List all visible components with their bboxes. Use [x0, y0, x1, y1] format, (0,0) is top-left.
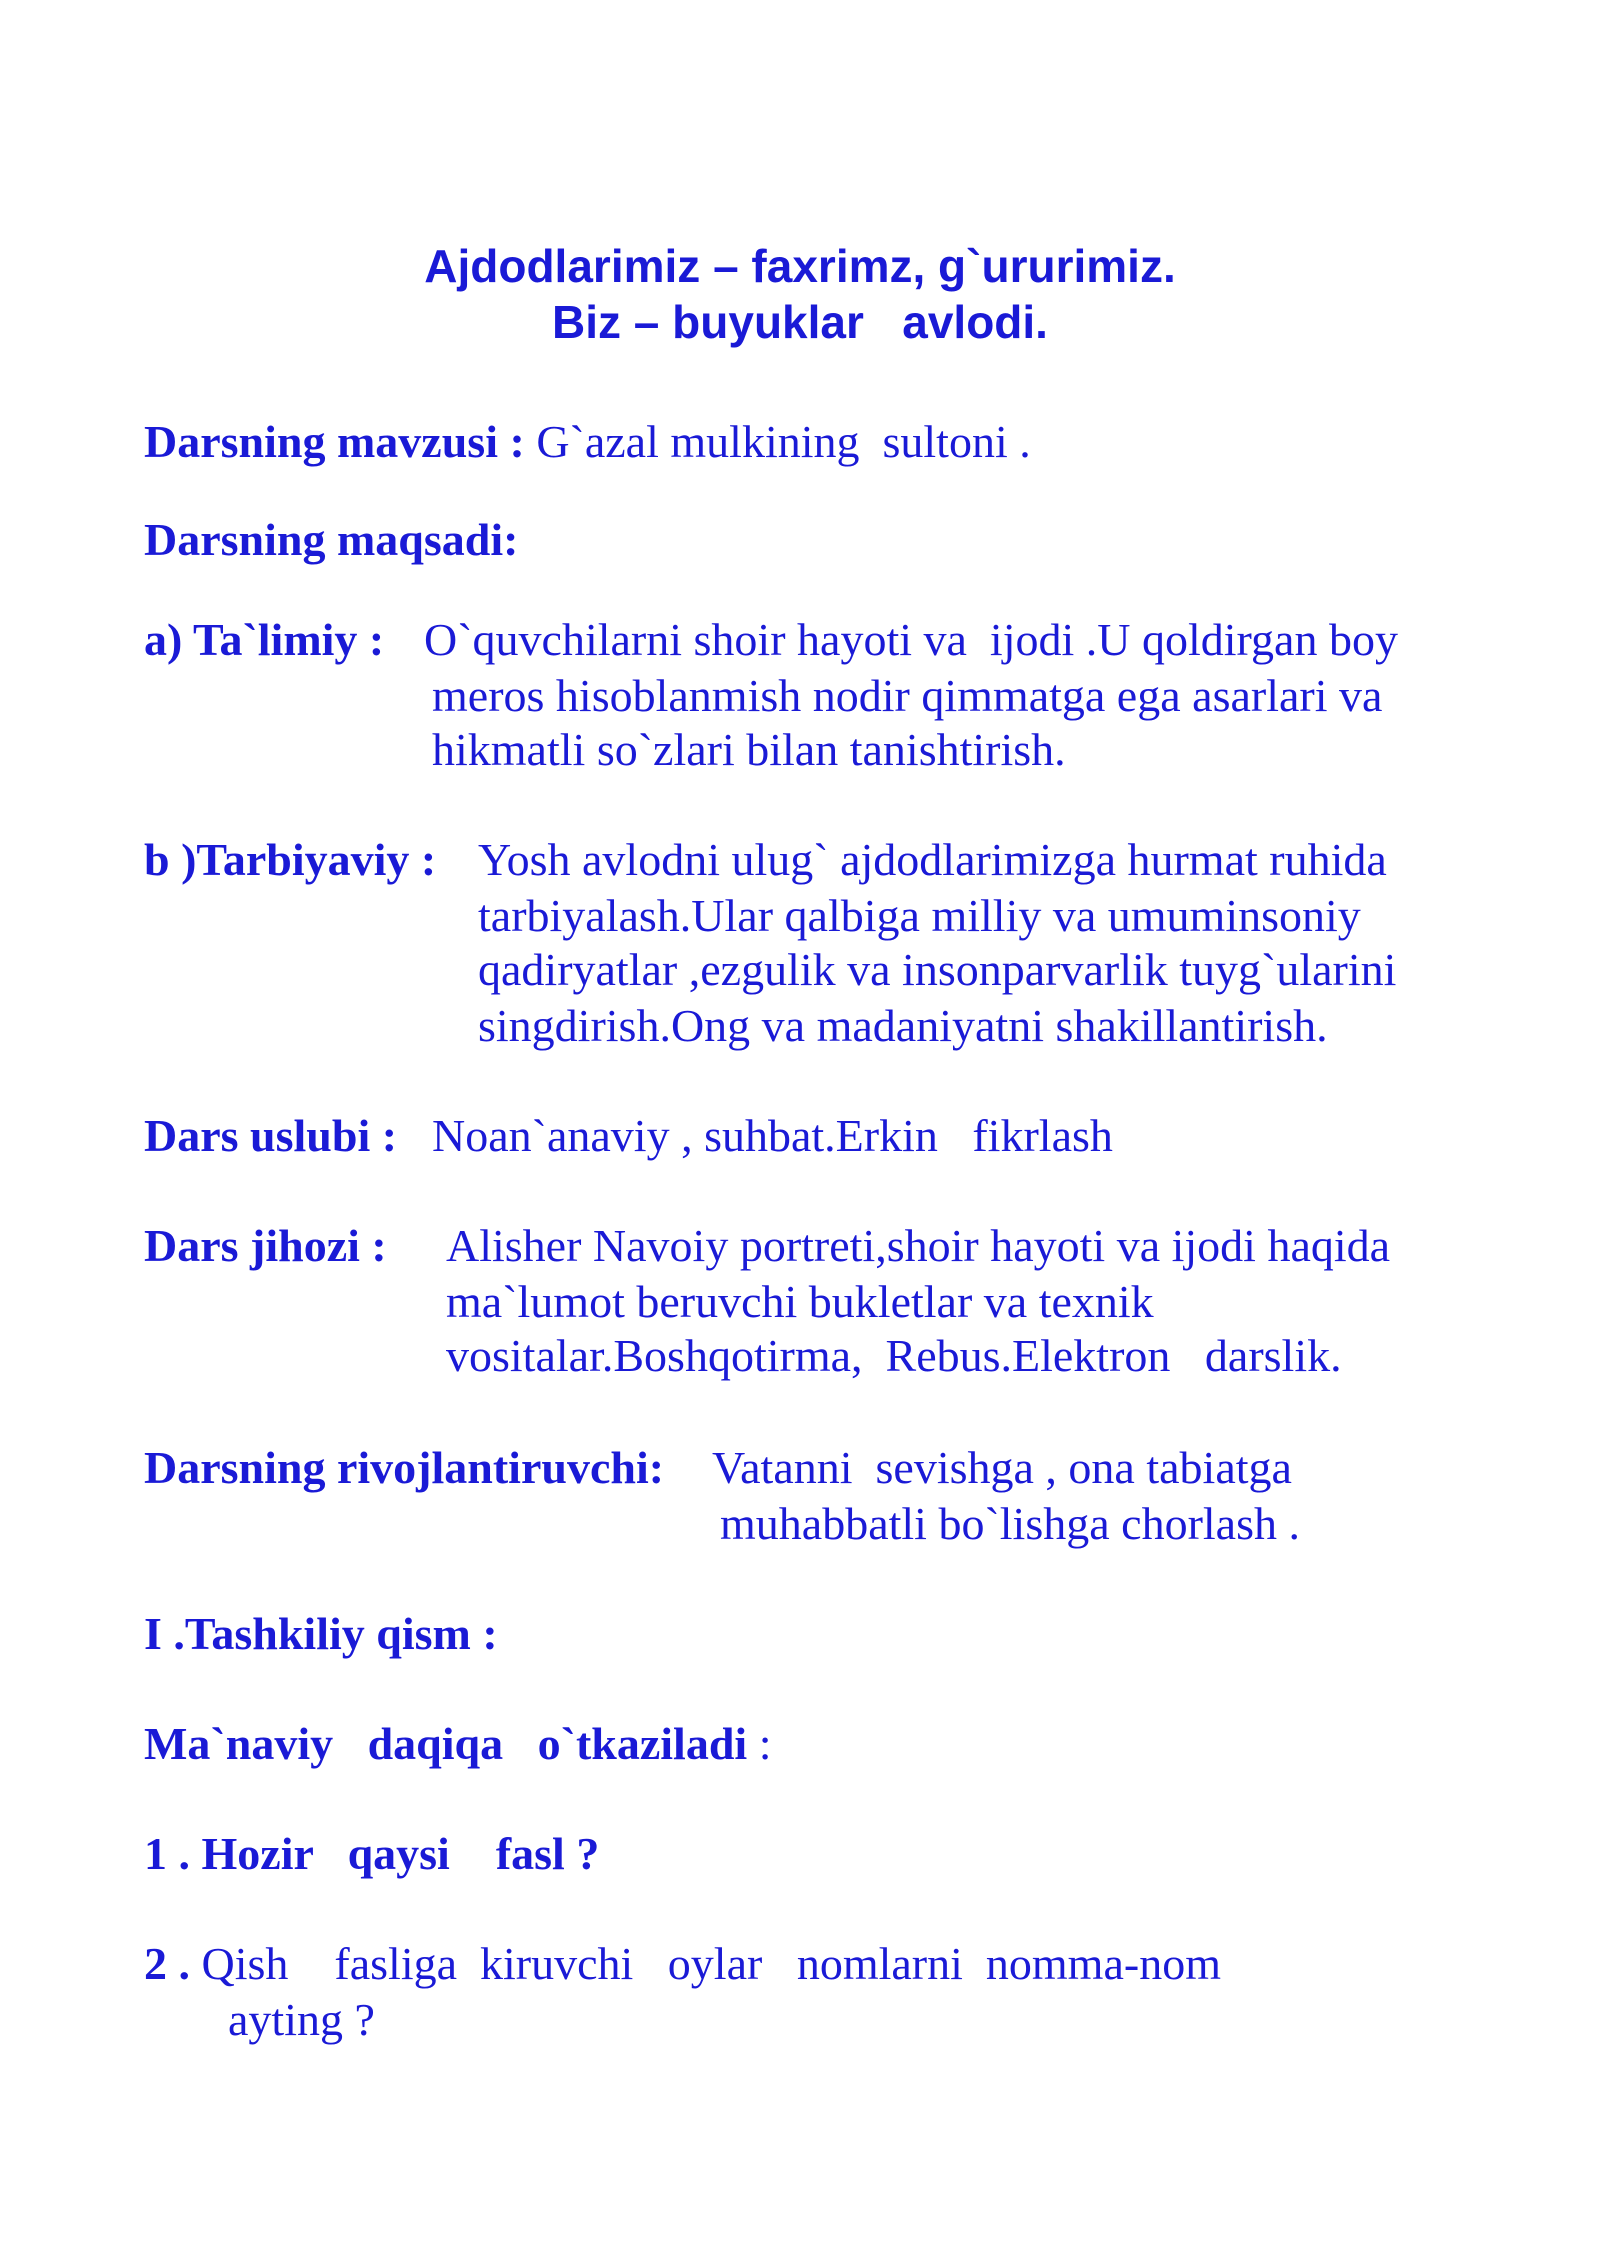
upbringing-goal-line-3: qadiryatlar ,ezgulik va insonparvarlik tuyg`ularini	[478, 944, 1397, 995]
developmental-goal-line-1: Vatanni sevishga , ona tabiatga	[712, 1442, 1292, 1493]
header-title-line-1: Ajdodlarimiz – faxrimz, g`ururimiz.	[424, 240, 1176, 292]
upbringing-goal-line-4: singdirish.Ong va madaniyatni shakillantirish.	[478, 1000, 1328, 1051]
educational-goal-line-1: O`quvchilarni shoir hayoti va ijodi .U qoldirgan boy	[424, 614, 1398, 665]
question-2	[144, 1936, 1221, 1992]
lesson-equipment-line-1: Alisher Navoiy portreti,shoir hayoti va ijodi haqida	[446, 1220, 1391, 1271]
educational-goal-line-3: hikmatli so`zlari bilan tanishtirish.	[432, 724, 1066, 775]
lesson-topic	[144, 414, 1031, 470]
lesson-equipment-label: Dars jihozi :	[144, 1220, 387, 1271]
organizational-part-heading: I .Tashkiliy qism :	[144, 1608, 498, 1659]
lesson-method-value: Noan`anaviy , suhbat.Erkin fikrlash	[432, 1110, 1113, 1161]
question-2-text: Qish fasliga kiruvchi oylar nomlarni nomma-nom	[190, 1938, 1221, 1989]
spiritual-minute	[144, 1716, 771, 1772]
question-1	[144, 1826, 599, 1882]
spiritual-minute-colon: :	[747, 1718, 772, 1769]
educational-goal-line-2: meros hisoblanmish nodir qimmatga ega asarlari va	[432, 670, 1383, 721]
question-1-text: Hozir qaysi fasl ?	[190, 1828, 600, 1879]
lesson-method-label: Dars uslubi :	[144, 1110, 398, 1161]
question-2-continuation: ayting ?	[228, 1994, 375, 2045]
upbringing-goal-label: b )Tarbiyaviy :	[144, 834, 437, 885]
lesson-topic-value: G`azal mulkining sultoni .	[524, 416, 1031, 467]
lesson-equipment-line-3: vositalar.Boshqotirma, Rebus.Elektron darslik.	[446, 1330, 1342, 1381]
question-1-number: 1 .	[144, 1828, 190, 1879]
developmental-goal-line-2: muhabbatli bo`lishga chorlash .	[720, 1498, 1300, 1549]
spiritual-minute-label: Ma`naviy daqiqa o`tkaziladi	[144, 1718, 748, 1769]
lesson-equipment-line-2: ma`lumot beruvchi bukletlar va texnik	[446, 1276, 1154, 1327]
question-2-number: 2 .	[144, 1938, 190, 1989]
educational-goal-label: a) Ta`limiy :	[144, 614, 385, 665]
upbringing-goal-line-2: tarbiyalash.Ular qalbiga milliy va umuminsoniy	[478, 890, 1361, 941]
lesson-topic-label: Darsning mavzusi :	[144, 416, 525, 467]
developmental-goal-label: Darsning rivojlantiruvchi:	[144, 1442, 665, 1493]
lesson-goal-label: Darsning maqsadi:	[144, 514, 519, 565]
header-title-line-2: Biz – buyuklar avlodi.	[552, 296, 1048, 348]
upbringing-goal-line-1: Yosh avlodni ulug` ajdodlarimizga hurmat ruhida	[478, 834, 1387, 885]
